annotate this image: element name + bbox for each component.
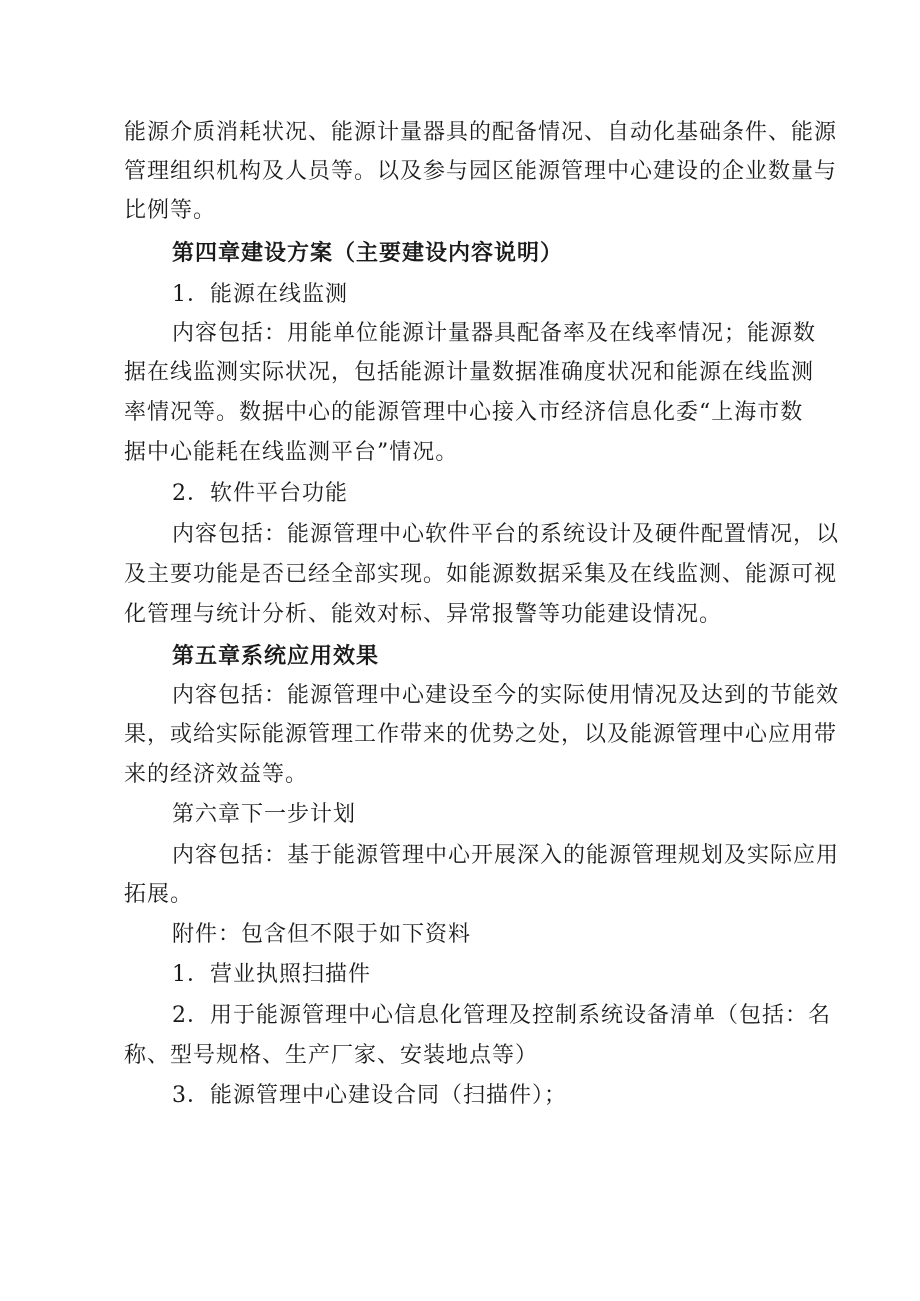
list-item: 2．用于能源管理中心信息化管理及控制系统设备清单（包括：名	[172, 1003, 831, 1028]
section-heading: 2．软件平台功能	[172, 481, 348, 506]
text-line: 内容包括：能源管理中心建设至今的实际使用情况及达到的节能效	[172, 683, 840, 708]
text-line: 管理组织机构及人员等。以及参与园区能源管理中心建设的企业数量与	[124, 159, 838, 184]
list-item: 1．营业执照扫描件	[172, 962, 371, 987]
chapter-heading: 第六章下一步计划	[172, 802, 357, 827]
text-line: 能源介质消耗状况、能源计量器具的配备情况、自动化基础条件、能源	[124, 120, 838, 145]
text-line: 据中心能耗在线监测平台”情况。	[124, 440, 459, 465]
text-line: 比例等。	[124, 198, 217, 223]
text-line: 称、型号规格、生产厂家、安装地点等）	[124, 1043, 539, 1068]
chapter-heading: 第五章系统应用效果	[172, 643, 380, 669]
text-line: 内容包括：能源管理中心软件平台的系统设计及硬件配置情况，以	[172, 522, 840, 547]
text-line: 拓展。	[124, 882, 194, 907]
list-item: 3．能源管理中心建设合同（扫描件）；	[172, 1083, 567, 1108]
text-line: 内容包括：用能单位能源计量器具配备率及在线率情况；能源数	[172, 321, 817, 346]
chapter-heading: 第四章建设方案（主要建设内容说明）	[172, 240, 564, 266]
text-line: 来的经济效益等。	[124, 762, 309, 787]
text-line: 据在线监测实际状况，包括能源计量数据准确度状况和能源在线监测	[124, 360, 815, 385]
attachment-heading: 附件：包含但不限于如下资料	[172, 922, 472, 947]
text-line: 率情况等。数据中心的能源管理中心接入市经济信息化委“上海市数	[124, 400, 804, 425]
section-heading: 1．能源在线监测	[172, 282, 348, 307]
text-line: 内容包括：基于能源管理中心开展深入的能源管理规划及实际应用	[172, 843, 840, 868]
text-line: 化管理与统计分析、能效对标、异常报警等功能建设情况。	[124, 602, 723, 627]
text-line: 及主要功能是否已经全部实现。如能源数据采集及在线监测、能源可视	[124, 562, 838, 587]
text-line: 果，或给实际能源管理工作带来的优势之处，以及能源管理中心应用带	[124, 722, 838, 747]
